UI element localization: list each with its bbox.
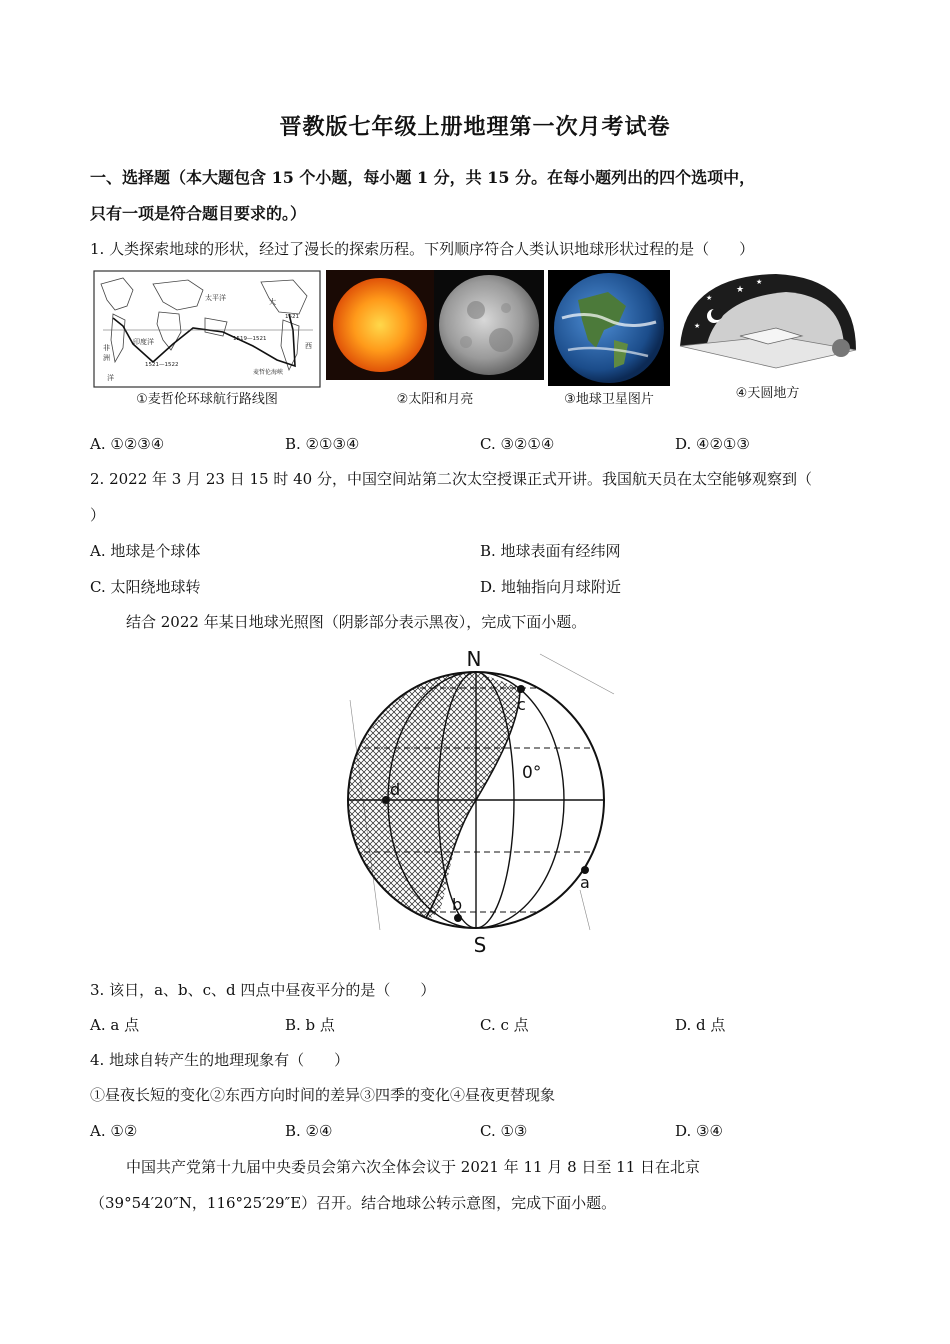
q2-stem-line2: ） [90,506,106,524]
page-title: 晋教版七年级上册地理第一次月考试卷 [279,114,671,140]
q4-stem: 4. 地球自转产生的地理现象有（ ） [90,1051,350,1069]
illumination-globe-figure [340,640,620,960]
q2-option-d[interactable]: D. 地轴指向月球附近 [480,578,622,596]
orbit-intro-line2: （39°54′20″N，116°25′29″E）召开。结合地球公转示意图，完成下面小题。 [90,1194,617,1212]
q2-option-b[interactable]: B. 地球表面有经纬网 [480,542,621,560]
section-heading-line1: 一、选择题（本大题包含 15 个小题，每小题 1 分，共 15 分。在每小题列出的四个选项中， [90,168,756,187]
moon-icon [439,275,539,375]
svg-text:非: 非 [103,344,110,352]
svg-text:洲: 洲 [103,354,110,362]
point-b-marker [454,914,462,922]
earth-satellite-figure [548,270,670,386]
earth-icon [554,273,664,383]
sun-icon [333,278,427,372]
magellan-map-figure [93,270,321,388]
sun-moon-figure [326,270,544,380]
map-label-pacific: 太平洋 [205,294,226,302]
svg-text:1519—1521: 1519—1521 [233,336,267,342]
globe-intro: 结合 2022 年某日地球光照图（阴影部分表示黑夜），完成下面小题。 [126,613,587,631]
q1-image-row [93,270,863,410]
north-label: N [466,647,482,671]
svg-text:1521: 1521 [285,314,299,320]
svg-text:西: 西 [305,342,312,350]
q4-option-c[interactable]: C. ①③ [480,1122,528,1140]
caption-sun-moon: ②太阳和月亮 [396,392,474,407]
q1-option-c[interactable]: C. ③②①④ [480,435,555,453]
svg-text:洋: 洋 [107,374,114,382]
caption-sky-dome: ④天圆地方 [735,386,800,401]
point-d-marker [382,796,390,804]
svg-text:★: ★ [694,322,701,330]
caption-magellan: ①麦哲伦环球航行路线图 [136,392,278,407]
q4-option-d[interactable]: D. ③④ [675,1122,723,1140]
orbit-intro-line1: 中国共产党第十九届中央委员会第六次全体会议于 2021 年 11 月 8 日至 11 日在北京 [126,1158,701,1176]
point-b-label: b [452,895,463,914]
point-d-label: d [390,780,401,799]
q1-option-d[interactable]: D. ④②①③ [675,435,750,453]
point-c-label: c [517,695,526,714]
sun-icon [832,339,850,357]
q3-option-b[interactable]: B. b 点 [285,1016,335,1034]
q4-option-b[interactable]: B. ②④ [285,1122,333,1140]
map-label-strait: 麦哲伦海峡 [253,369,284,376]
q2-option-a[interactable]: A. 地球是个球体 [90,542,201,560]
prime-meridian-label: 0° [522,763,542,783]
q2-option-c[interactable]: C. 太阳绕地球转 [90,578,201,596]
caption-earth: ③地球卫星图片 [564,392,654,407]
svg-text:★: ★ [756,278,763,286]
point-c-marker [517,685,525,693]
point-a-label: a [580,873,590,892]
q4-choices: ①昼夜长短的变化②东西方向时间的差异③四季的变化④昼夜更替现象 [90,1086,556,1104]
q1-option-a[interactable]: A. ①②③④ [90,435,165,453]
section-heading-line2: 只有一项是符合题目要求的。） [90,204,307,223]
svg-text:★: ★ [736,285,745,295]
svg-text:1521—1522: 1521—1522 [145,362,179,368]
sky-dome-figure [676,270,859,370]
south-label: S [473,933,487,957]
q3-option-a[interactable]: A. a 点 [90,1016,140,1034]
q1-option-b[interactable]: B. ②①③④ [285,435,360,453]
q2-stem-line1: 2. 2022 年 3 月 23 日 15 时 40 分，中国空间站第二次太空授课正式开讲。我国航天员在太空能够观察到（ [90,470,812,488]
q4-option-a[interactable]: A. ①② [90,1122,138,1140]
svg-text:★: ★ [706,294,713,302]
map-label-indian: 印度洋 [133,338,154,346]
q3-stem: 3. 该日，a、b、c、d 四点中昼夜平分的是（ ） [90,981,436,999]
q3-option-d[interactable]: D. d 点 [675,1016,726,1034]
q1-stem: 1. 人类探索地球的形状，经过了漫长的探索历程。下列顺序符合人类认识地球形状过程的是（ ） [90,240,755,258]
svg-text:大: 大 [269,298,276,306]
q3-option-c[interactable]: C. c 点 [480,1016,529,1034]
